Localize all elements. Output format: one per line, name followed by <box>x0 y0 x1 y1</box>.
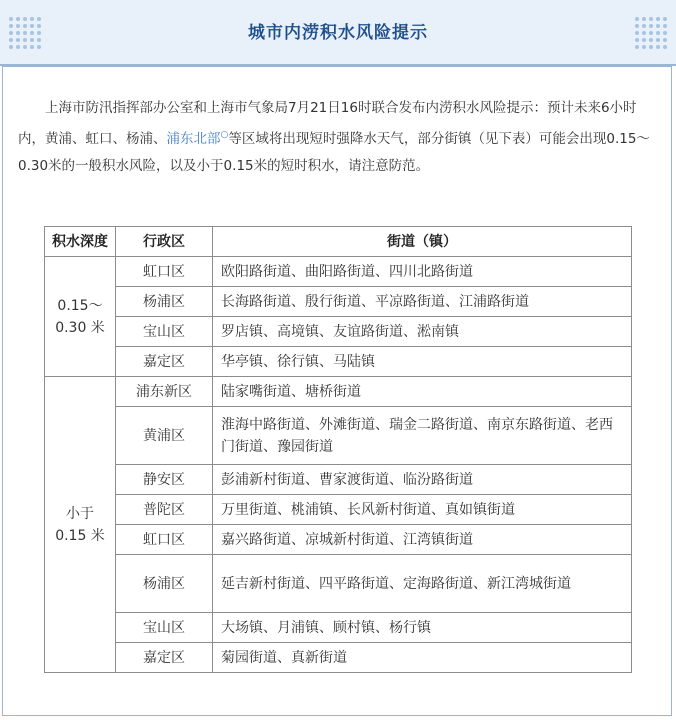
district-cell: 浦东新区 <box>116 377 213 407</box>
district-cell: 黄浦区 <box>116 407 213 465</box>
table-row <box>45 495 632 525</box>
table-header-row <box>45 227 632 257</box>
table-row <box>45 317 632 347</box>
streets-cell: 陆家嘴街道、塘桥街道 <box>213 377 632 407</box>
streets-cell: 长海路街道、殷行街道、平凉路街道、江浦路街道 <box>213 287 632 317</box>
article-header <box>0 0 676 66</box>
district-cell: 宝山区 <box>116 317 213 347</box>
table-row <box>45 377 632 407</box>
district-cell: 杨浦区 <box>116 287 213 317</box>
dot-grid-icon <box>634 16 668 50</box>
district-cell: 静安区 <box>116 465 213 495</box>
risk-table <box>44 226 632 673</box>
table-row <box>45 257 632 287</box>
streets-cell: 欧阳路街道、曲阳路街道、四川北路街道 <box>213 257 632 287</box>
streets-cell: 嘉兴路街道、凉城新村街道、江湾镇街道 <box>213 525 632 555</box>
district-cell: 宝山区 <box>116 613 213 643</box>
streets-cell: 罗店镇、高境镇、友谊路街道、淞南镇 <box>213 317 632 347</box>
table-row <box>45 287 632 317</box>
intro-paragraph <box>18 95 658 180</box>
table-row <box>45 643 632 673</box>
district-cell: 杨浦区 <box>116 555 213 613</box>
streets-cell: 延吉新村街道、四平路街道、定海路街道、新江湾城街道 <box>213 555 632 613</box>
streets-cell: 淮海中路街道、外滩街道、瑞金二路街道、南京东路街道、老西门街道、豫园街道 <box>213 407 632 465</box>
table-row <box>45 525 632 555</box>
column-header-streets: 街道（镇） <box>213 227 632 257</box>
district-cell: 嘉定区 <box>116 643 213 673</box>
intro-text-before: 上海市防汛指挥部办公室和上海市气象局7月21日16时联合发布内涝积水风险提示：预计未来6小时内，黄浦、虹口、杨浦、 <box>18 100 637 147</box>
table-row <box>45 407 632 465</box>
column-header-depth: 积水深度 <box>45 227 116 257</box>
streets-cell: 彭浦新村街道、曹家渡街道、临汾路街道 <box>213 465 632 495</box>
district-cell: 普陀区 <box>116 495 213 525</box>
table-row <box>45 465 632 495</box>
pudong-north-link[interactable]: 浦东北部 <box>166 131 221 147</box>
table-row <box>45 347 632 377</box>
page-title: 城市内涝积水风险提示 <box>248 23 428 43</box>
district-cell: 虹口区 <box>116 257 213 287</box>
table-row <box>45 613 632 643</box>
location-marker-icon[interactable]: ○ <box>220 130 229 140</box>
column-header-district: 行政区 <box>116 227 213 257</box>
depth-cell: 0.15～0.30 米 <box>45 257 116 377</box>
table-row <box>45 555 632 613</box>
streets-cell: 万里街道、桃浦镇、长风新村街道、真如镇街道 <box>213 495 632 525</box>
streets-cell: 菊园街道、真新街道 <box>213 643 632 673</box>
streets-cell: 大场镇、月浦镇、顾村镇、杨行镇 <box>213 613 632 643</box>
depth-cell: 小于 0.15 米 <box>45 377 116 673</box>
district-cell: 虹口区 <box>116 525 213 555</box>
intro-text-after: 等区域将出现短时强降水天气，部分街镇（见下表）可能会出现0.15～0.30米的一般积水风险，以及小于0.15米的短时积水，请注意防范。 <box>18 131 650 174</box>
streets-cell: 华亭镇、徐行镇、马陆镇 <box>213 347 632 377</box>
district-cell: 嘉定区 <box>116 347 213 377</box>
